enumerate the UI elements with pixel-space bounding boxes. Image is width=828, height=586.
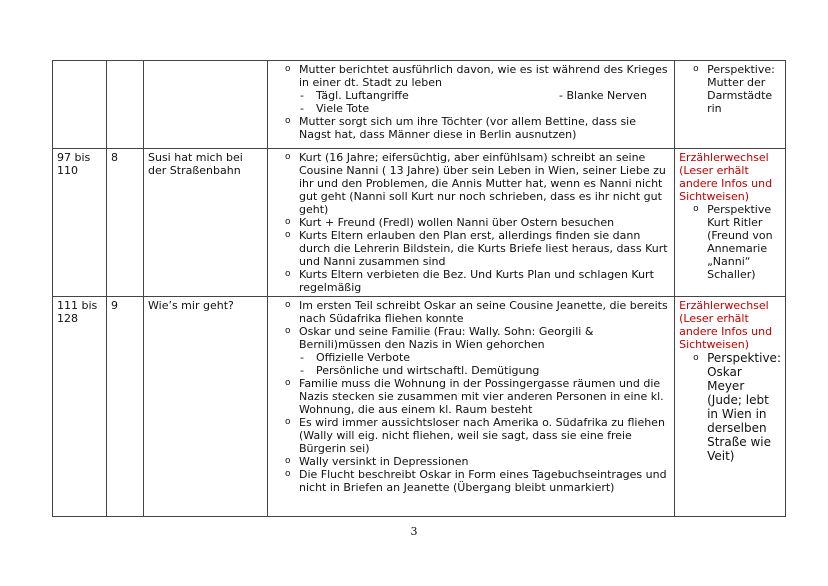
sub-item: - Offizielle Verbote — [299, 351, 670, 364]
perspective-cell — [675, 149, 786, 297]
list-item — [272, 325, 670, 377]
content-cell — [268, 61, 675, 149]
perspective-cell — [675, 297, 786, 517]
list-item — [272, 63, 670, 115]
pages-cell: 111 bis 128 — [53, 297, 107, 517]
chapter-cell: 9 — [107, 297, 144, 517]
title-cell: Susi hat mich bei der Straßenbahn — [144, 149, 268, 297]
list-item: o Kurt + Freund (Fredl) wollen Nanni über Ostern besuchen — [272, 216, 670, 229]
sub-item: - Tägl. Luftangriffe - Blanke Nerven — [299, 89, 670, 102]
content-cell — [268, 297, 675, 517]
list-item: o Wally versinkt in Depressionen — [272, 455, 670, 468]
list-item: o Familie muss die Wohnung in der Possingergasse räumen und die Nazis stecken sie zusammen mit vier anderen Personen in eine kl. Wohnung, die aus einem kl. Raum besteht — [272, 377, 670, 416]
chapter-cell — [107, 61, 144, 149]
bullet-text: Oskar und seine Familie (Frau: Wally. Sohn: Georgili & Bernili)müssen den Nazis in Wien gehorchen — [299, 325, 594, 351]
sub-item: - Persönliche und wirtschaftl. Demütigung — [299, 364, 670, 377]
narrator-change-note: Erzählerwechsel (Leser erhält andere Infos und Sichtweisen) — [679, 151, 773, 203]
perspective-text: o Perspektive: Oskar Meyer (Jude; lebt in Wien in derselben Straße wie Veit) — [707, 351, 781, 463]
list-item: o Im ersten Teil schreibt Oskar an seine Cousine Jeanette, die bereits nach Südafrika fliehen konnte — [272, 299, 670, 325]
chapter-cell: 8 — [107, 149, 144, 297]
table-row — [53, 149, 786, 297]
page-number: 3 — [410, 525, 418, 538]
pages-cell — [53, 61, 107, 149]
content-cell — [268, 149, 675, 297]
title-cell — [144, 61, 268, 149]
bullet-text: Mutter berichtet ausführlich davon, wie es ist während des Krieges in einer dt. Stadt zu leben — [299, 63, 668, 89]
perspective-text: o Perspektive: Mutter der Darmstädte rin — [707, 63, 775, 115]
list-item: o Kurts Eltern erlauben den Plan erst, allerdings finden sie dann durch die Lehrerin Bildstein, die Kurts Briefe liest heraus, dass Kurt und Nanni zusammen sind — [272, 229, 670, 268]
list-item: o Die Flucht beschreibt Oskar in Form eines Tagebuchseintrages und nicht in Briefen an Jeanette (Übergang bleibt unmarkiert) — [272, 468, 670, 494]
list-item: o Kurt (16 Jahre; eifersüchtig, aber einfühlsam) schreibt an seine Cousine Nanni ( 13 Jahre) über sein Leben in Wien, seiner Liebe zu ihr und den Problemen, die Annis Mutter hat, wenn es Nanni nicht gut geht (Nanni soll Kurt nur noch schrieben, dass es ihr nicht gut geht) — [272, 151, 670, 216]
table-row — [53, 297, 786, 517]
pages-cell: 97 bis 110 — [53, 149, 107, 297]
sub-item: - Viele Tote — [299, 102, 670, 115]
table-row — [53, 61, 786, 149]
list-item: o Kurts Eltern verbieten die Bez. Und Kurts Plan und schlagen Kurt regelmäßig — [272, 268, 670, 294]
perspective-cell — [675, 61, 786, 149]
list-item: o Es wird immer aussichtsloser nach Amerika o. Südafrika zu fliehen (Wally will eig. nicht fliehen, weil sie sagt, dass sie eine freie Bürgerin sei) — [272, 416, 670, 455]
title-cell: Wie’s mir geht? — [144, 297, 268, 517]
perspective-text: o Perspektive Kurt Ritler (Freund von Annemarie „Nanni“ Schaller) — [707, 203, 773, 281]
sub-item-right: - Blanke Nerven — [559, 89, 647, 102]
summary-table — [52, 60, 786, 517]
list-item: o Mutter sorgt sich um ihre Töchter (vor allem Bettine, dass sie Nagst hat, dass Männer diese in Berlin ausnutzen) — [272, 115, 670, 141]
narrator-change-note: Erzählerwechsel (Leser erhält andere Infos und Sichtweisen) — [679, 299, 773, 351]
